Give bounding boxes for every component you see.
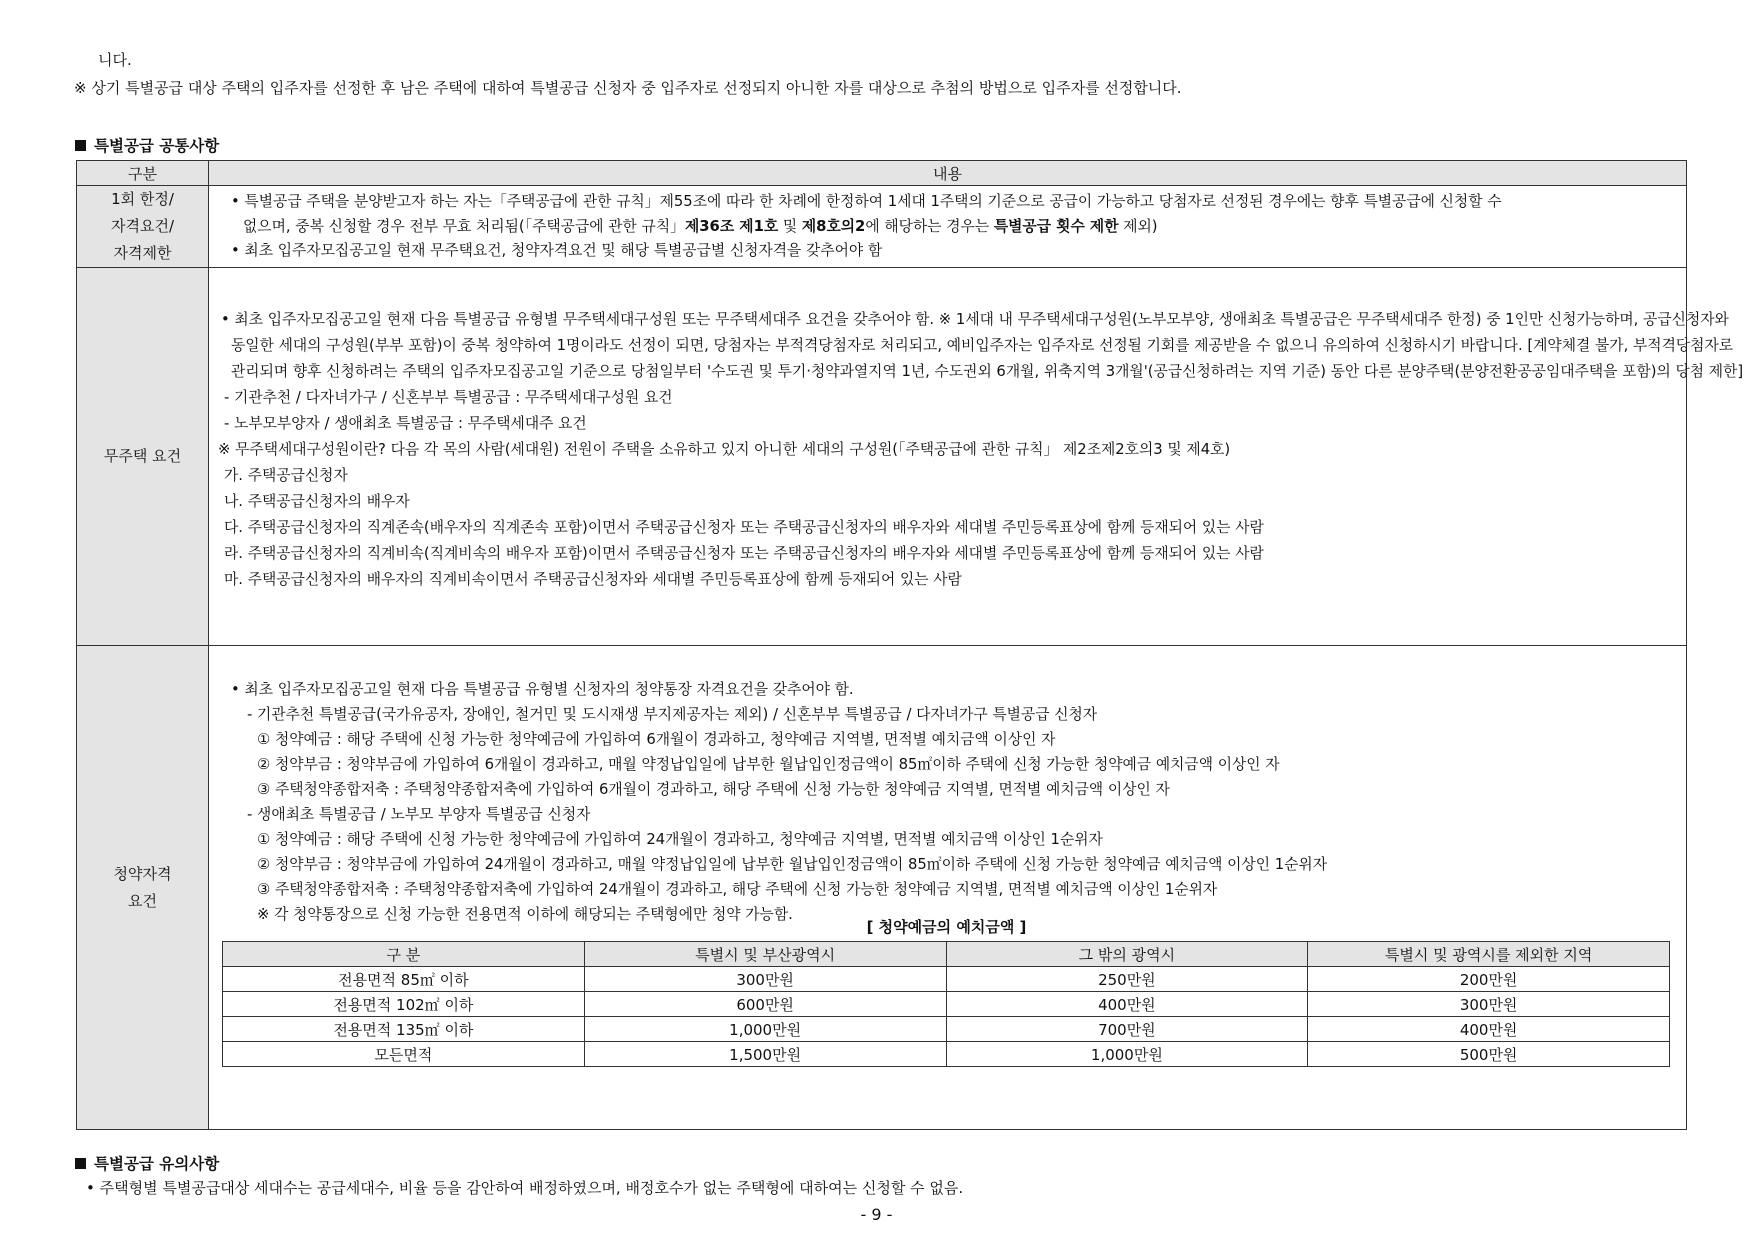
- deposit-header-row: [223, 942, 1670, 967]
- subscription-line: ※ 각 청약통장으로 신청 가능한 전용면적 이하에 해당되는 주택형에만 청약 가능함.: [257, 906, 793, 923]
- intro-continuation: 니다.: [98, 51, 132, 69]
- deposit-header: 특별시 및 부산광역시: [584, 942, 946, 967]
- page-number: - 9 -: [860, 1205, 893, 1224]
- limit-line-2: 없으며, 중복 신청할 경우 전부 무효 처리됨(「주택공급에 관한 규칙」제36조 제1호 및 제8호의2에 해당하는 경우는 특별공급 횟수 제한 제외): [243, 218, 1158, 235]
- no-house-line: ※ 무주택세대구성원이란? 다음 각 목의 사람(세대원) 전원이 주택을 소유하고 있지 아니한 세대의 구성원(「주택공급에 관한 규칙」 제2조제2호의3 및 제4호): [218, 441, 1231, 458]
- table-row: 전용면적 135㎡ 이하 1,000만원 700만원 400만원: [223, 1017, 1670, 1042]
- no-house-line: • 최초 입주자모집공고일 현재 다음 특별공급 유형별 무주택세대구성원 또는 무주택세대주 요건을 갖추어야 함. ※ 1세대 내 무주택세대구성원(노부모부양, 생애최초 특별공급은 무주택세대주 한정) 중 1인만 신청가능하며, 공급신청자와: [221, 311, 1729, 328]
- row-label-subscription: 청약자격 요건: [77, 646, 209, 1130]
- no-house-line: 가. 주택공급신청자: [224, 467, 348, 484]
- no-house-line: 마. 주택공급신청자의 배우자의 직계비속이면서 주택공급신청자와 세대별 주민등록표상에 함께 등재되어 있는 사람: [224, 571, 962, 588]
- subscription-line: ③ 주택청약종합저축 : 주택청약종합저축에 가입하여 6개월이 경과하고, 해당 주택에 신청 가능한 청약예금 지역별, 면적별 예치금액 이상인 자: [257, 781, 1170, 798]
- square-bullet-icon: [75, 140, 86, 151]
- square-bullet-icon: [75, 1158, 86, 1169]
- no-house-line: 다. 주택공급신청자의 직계존속(배우자의 직계존속 포함)이면서 주택공급신청자 또는 주택공급신청자의 배우자와 세대별 주민등록표상에 함께 등재되어 있는 사람: [224, 519, 1264, 536]
- subscription-line: ① 청약예금 : 해당 주택에 신청 가능한 청약예금에 가입하여 6개월이 경과하고, 청약예금 지역별, 면적별 예치금액 이상인 자: [257, 731, 1056, 748]
- deposit-header: 구 분: [223, 942, 585, 967]
- no-house-line: 나. 주택공급신청자의 배우자: [224, 493, 410, 510]
- header-content: 내용: [209, 161, 1687, 186]
- caution-line: • 주택형별 특별공급대상 세대수는 공급세대수, 비율 등을 감안하여 배정하였으며, 배정호수가 없는 주택형에 대하여는 신청할 수 없음.: [86, 1179, 964, 1197]
- deposit-table: [222, 941, 1670, 1067]
- subscription-line: - 생애최초 특별공급 / 노부모 부양자 특별공급 신청자: [247, 806, 591, 823]
- subscription-line: ① 청약예금 : 해당 주택에 신청 가능한 청약예금에 가입하여 24개월이 경과하고, 청약예금 지역별, 면적별 예치금액 이상인 1순위자: [257, 831, 1103, 848]
- deposit-header: 그 밖의 광역시: [946, 942, 1308, 967]
- row-label-limit: 1회 한정/ 자격요건/ 자격제한: [77, 186, 209, 268]
- subscription-line: - 기관추천 특별공급(국가유공자, 장애인, 철거민 및 도시재생 부지제공자는 제외) / 신혼부부 특별공급 / 다자녀가구 특별공급 신청자: [247, 706, 1098, 723]
- section-title-common: 특별공급 공통사항: [75, 134, 219, 156]
- table-row: 전용면적 102㎡ 이하 600만원 400만원 300만원: [223, 992, 1670, 1017]
- table-row: 모든면적 1,500만원 1,000만원 500만원: [223, 1042, 1670, 1067]
- row-label-no-house: 무주택 요건: [77, 268, 209, 646]
- no-house-line: - 노부모부양자 / 생애최초 특별공급 : 무주택세대주 요건: [224, 415, 587, 432]
- row-content-subscription: [209, 646, 1687, 1130]
- row-content-no-house: [209, 268, 1744, 646]
- no-house-line: - 기관추천 / 다자녀가구 / 신혼부부 특별공급 : 무주택세대구성원 요건: [224, 389, 673, 406]
- intro-note: ※ 상기 특별공급 대상 주택의 입주자를 선정한 후 남은 주택에 대하여 특별공급 신청자 중 입주자로 선정되지 아니한 자를 대상으로 추첨의 방법으로 입주자를 선정합니다.: [74, 79, 1182, 97]
- deposit-table-title: [ 청약예금의 예치금액 ]: [866, 918, 1027, 936]
- no-house-line: 관리되며 향후 신청하려는 주택의 입주자모집공고일 기준으로 당첨일부터 '수도권 및 투기·청약과열지역 1년, 수도권외 6개월, 위축지역 3개월'(공급신청하려는 지역 기준) 동안 다른 분양주택(분양전환공공임대주택을 포함)의 당첨 제한]: [231, 363, 1744, 380]
- common-table: [76, 160, 1744, 1130]
- row-content-limit: [209, 186, 1687, 268]
- no-house-line: 동일한 세대의 구성원(부부 포함)이 중복 청약하여 1명이라도 선정이 되면, 당첨자는 부적격당첨자로 처리되고, 예비입주자는 입주자로 선정될 기회를 제공받을 수 없으니 유의하여 신청하시기 바랍니다. [계약체결 불가, 부적격당첨자로: [231, 337, 1734, 354]
- subscription-line: • 최초 입주자모집공고일 현재 다음 특별공급 유형별 신청자의 청약통장 자격요건을 갖추어야 함.: [231, 681, 854, 698]
- subscription-line: ② 청약부금 : 청약부금에 가입하여 6개월이 경과하고, 매월 약정납입일에 납부한 월납입인정금액이 85㎡이하 주택에 신청 가능한 청약예금 예치금액 이상인 자: [257, 756, 1280, 773]
- subscription-line: ③ 주택청약종합저축 : 주택청약종합저축에 가입하여 24개월이 경과하고, 해당 주택에 신청 가능한 청약예금 지역별, 면적별 예치금액 이상인 1순위자: [257, 881, 1218, 898]
- header-category: 구분: [77, 161, 209, 186]
- limit-line-3: • 최초 입주자모집공고일 현재 무주택요건, 청약자격요건 및 해당 특별공급별 신청자격을 갖추어야 함: [231, 242, 883, 259]
- no-house-line: 라. 주택공급신청자의 직계비속(직계비속의 배우자 포함)이면서 주택공급신청자 또는 주택공급신청자의 배우자와 세대별 주민등록표상에 함께 등재되어 있는 사람: [224, 545, 1264, 562]
- deposit-header: 특별시 및 광역시를 제외한 지역: [1308, 942, 1670, 967]
- subscription-line: ② 청약부금 : 청약부금에 가입하여 24개월이 경과하고, 매월 약정납입일에 납부한 월납입인정금액이 85㎡이하 주택에 신청 가능한 청약예금 예치금액 이상인 1순위자: [257, 856, 1327, 873]
- section-title-caution: 특별공급 유의사항: [75, 1152, 219, 1174]
- table-row: 전용면적 85㎡ 이하 300만원 250만원 200만원: [223, 967, 1670, 992]
- limit-line-1: • 특별공급 주택을 분양받고자 하는 자는「주택공급에 관한 규칙」제55조에 따라 한 차례에 한정하여 1세대 1주택의 기준으로 공급이 가능하고 당첨자로 선정된 경우에는 향후 특별공급에 신청할 수: [231, 193, 1502, 210]
